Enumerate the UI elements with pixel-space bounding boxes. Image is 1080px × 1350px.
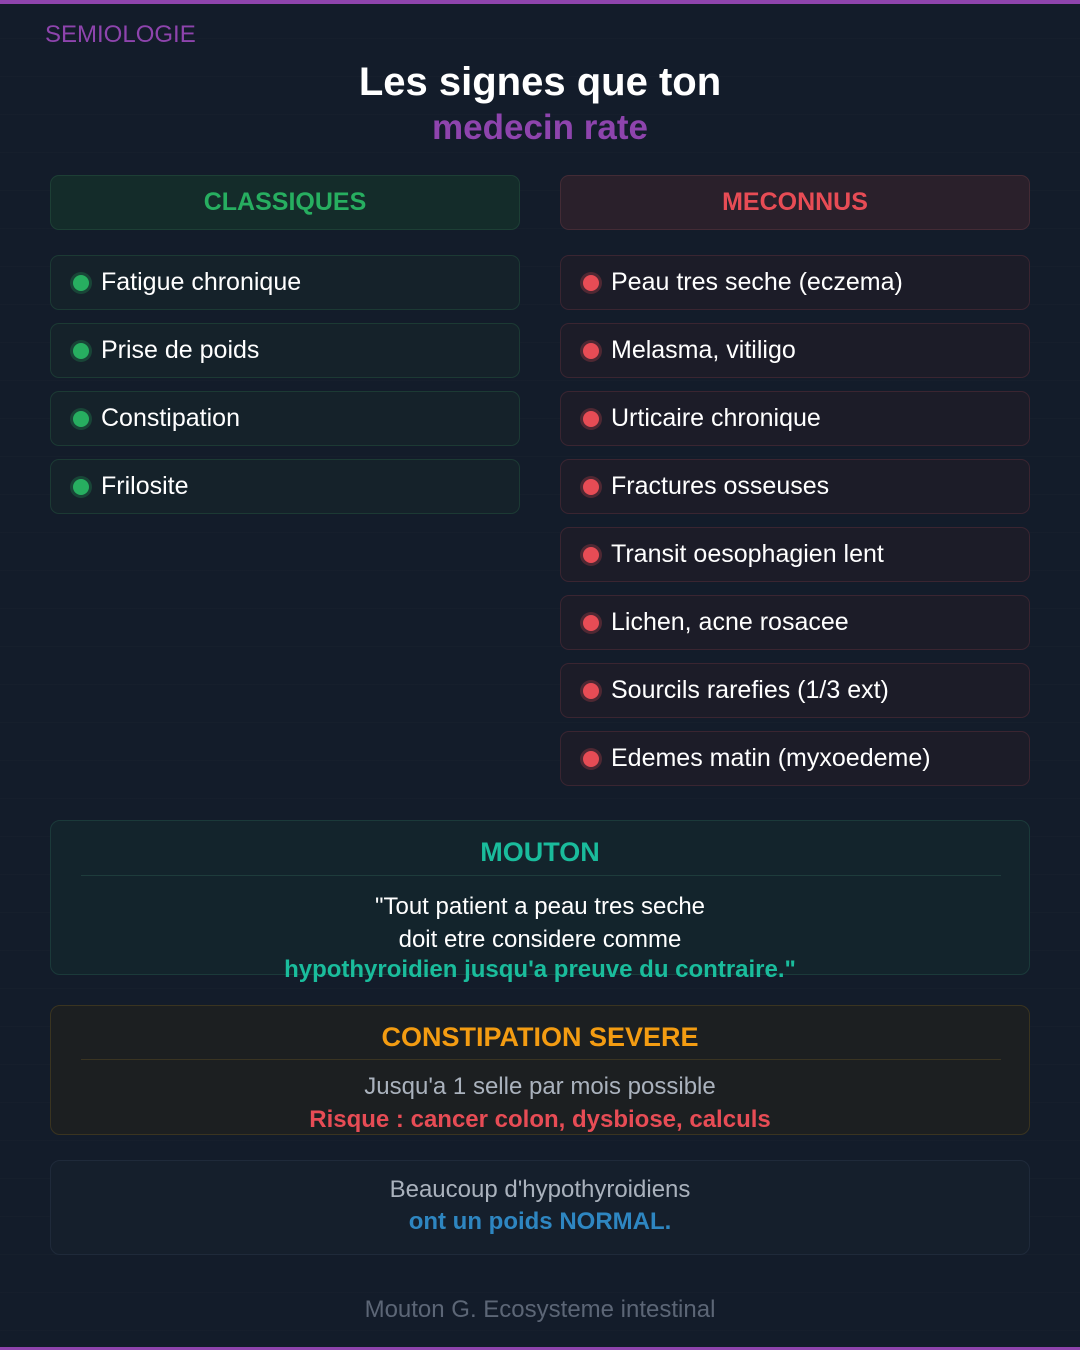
classic-item-label: Fatigue chronique (101, 268, 302, 296)
title-line-2: medecin rate (432, 108, 648, 147)
meconnu-item-label: Fractures osseuses (611, 472, 830, 500)
red-bullet-icon (583, 683, 599, 699)
classiques-heading: CLASSIQUES (50, 175, 520, 230)
constipation-divider (81, 1059, 1001, 1060)
mouton-quote-line-1: "Tout patient a peau tres seche (374, 893, 706, 920)
red-bullet-icon (583, 751, 599, 767)
classic-item (50, 323, 520, 378)
mouton-divider (81, 875, 1001, 876)
meconnu-item (560, 595, 1030, 650)
meconnu-item (560, 731, 1030, 786)
meconnu-item-label: Transit oesophagien lent (611, 540, 884, 568)
red-bullet-icon (583, 275, 599, 291)
meconnu-item-label: Lichen, acne rosacee (611, 608, 849, 636)
constipation-box (50, 1005, 1030, 1135)
classic-item (50, 255, 520, 310)
meconnu-item (560, 323, 1030, 378)
category-kicker: SEMIOLOGIE (45, 21, 196, 48)
classic-item-label: Constipation (101, 404, 240, 432)
meconnu-item (560, 459, 1030, 514)
source-footer: Mouton G. Ecosysteme intestinal (364, 1296, 716, 1323)
top-accent-bar (0, 0, 1080, 4)
weight-line-2: ont un poids NORMAL. (408, 1208, 672, 1235)
weight-line-1: Beaucoup d'hypothyroidiens (389, 1176, 691, 1203)
classic-item (50, 459, 520, 514)
red-bullet-icon (583, 479, 599, 495)
green-bullet-icon (73, 479, 89, 495)
red-bullet-icon (583, 547, 599, 563)
meconnu-item (560, 391, 1030, 446)
meconnus-heading: MECONNUS (560, 175, 1030, 230)
green-bullet-icon (73, 275, 89, 291)
meconnu-item-label: Edemes matin (myxoedeme) (611, 744, 931, 772)
meconnu-item (560, 527, 1030, 582)
mouton-quote-line-2: doit etre considere comme (398, 926, 682, 953)
constipation-title: CONSTIPATION SEVERE (381, 1022, 699, 1052)
classic-item-label: Prise de poids (101, 336, 260, 364)
title-line-1: Les signes que ton (358, 60, 722, 104)
normal-weight-box (50, 1160, 1030, 1255)
red-bullet-icon (583, 411, 599, 427)
classic-item (50, 391, 520, 446)
classic-item-label: Frilosite (101, 472, 189, 500)
constipation-risk-line: Risque : cancer colon, dysbiose, calculs (309, 1106, 771, 1133)
meconnu-item (560, 255, 1030, 310)
red-bullet-icon (583, 343, 599, 359)
green-bullet-icon (73, 343, 89, 359)
meconnu-item-label: Melasma, vitiligo (611, 336, 796, 364)
red-bullet-icon (583, 615, 599, 631)
mouton-quote-box (50, 820, 1030, 983)
green-bullet-icon (73, 411, 89, 427)
meconnu-item-label: Peau tres seche (eczema) (611, 268, 903, 296)
meconnu-item-label: Urticaire chronique (611, 404, 821, 432)
meconnu-item (560, 663, 1030, 718)
mouton-title: MOUTON (480, 837, 600, 867)
meconnu-item-label: Sourcils rarefies (1/3 ext) (611, 676, 889, 704)
constipation-line-1: Jusqu'a 1 selle par mois possible (364, 1073, 716, 1100)
mouton-quote-line-3: hypothyroidien jusqu'a preuve du contraire." (284, 956, 796, 983)
